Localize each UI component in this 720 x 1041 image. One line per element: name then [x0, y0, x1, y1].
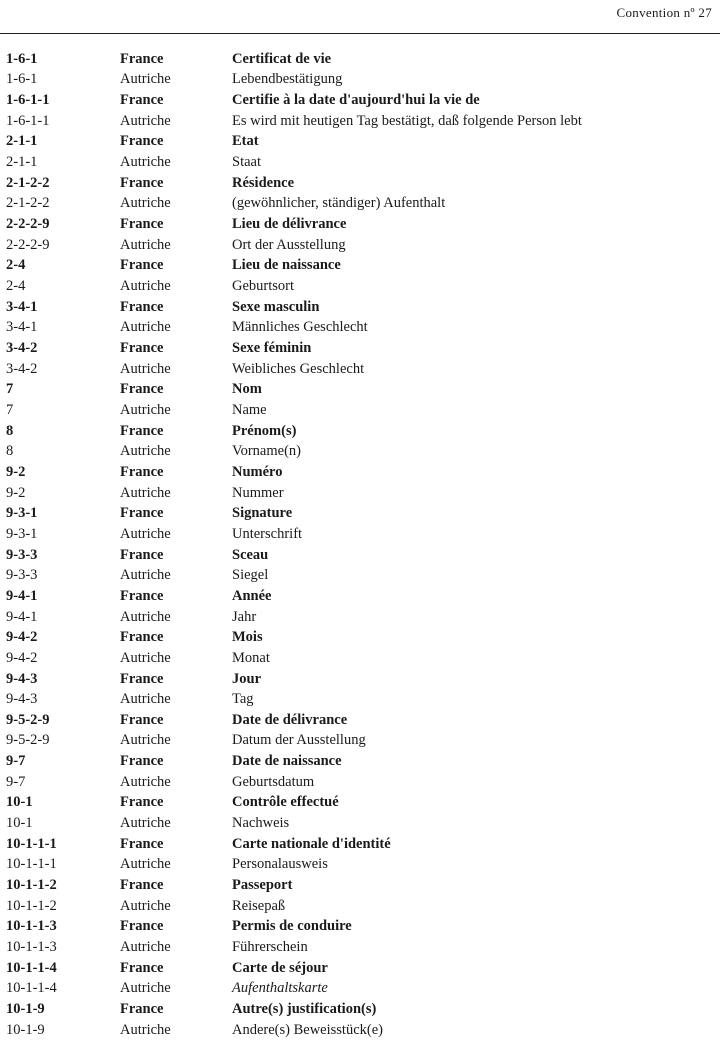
- row-code: 9-3-3: [6, 567, 38, 584]
- table-row: [6, 648, 714, 669]
- table-row: [6, 297, 714, 318]
- table-row: [6, 380, 714, 401]
- row-term: Aufenthaltskarte: [232, 980, 328, 997]
- row-country: France: [120, 50, 164, 67]
- table-row: [6, 111, 714, 132]
- row-country: France: [120, 753, 164, 770]
- row-code: 9-4-1: [6, 587, 38, 604]
- row-code: 2-4: [6, 278, 26, 295]
- row-term: Geburtsdatum: [232, 773, 315, 790]
- row-term: Sexe féminin: [232, 340, 312, 357]
- table-row: [6, 483, 714, 504]
- table-row: [6, 958, 714, 979]
- table-row: [6, 173, 714, 194]
- row-country: Autriche: [120, 608, 171, 625]
- row-country: France: [120, 629, 164, 646]
- row-term: Mois: [232, 629, 263, 646]
- row-country: Autriche: [120, 71, 171, 88]
- row-code: 10-1-1-4: [6, 980, 57, 997]
- row-term: Es wird mit heutigen Tag bestätigt, daß folgende Person lebt: [232, 112, 582, 129]
- row-country: Autriche: [120, 856, 171, 873]
- row-term: Signature: [232, 505, 293, 522]
- row-code: 9-3-3: [6, 546, 38, 563]
- table-row: [6, 999, 714, 1020]
- table-row: [6, 834, 714, 855]
- row-term: Tag: [232, 691, 254, 708]
- row-country: France: [120, 959, 164, 976]
- row-term: Date de naissance: [232, 753, 342, 770]
- row-code: 9-4-3: [6, 691, 38, 708]
- table-row: [6, 524, 714, 545]
- row-term: Prénom(s): [232, 422, 297, 439]
- row-code: 10-1-1-1: [6, 856, 57, 873]
- row-country: France: [120, 92, 164, 109]
- row-code: 1-6-1-1: [6, 92, 50, 109]
- row-country: Autriche: [120, 319, 171, 336]
- table-row: [6, 793, 714, 814]
- table-row: [6, 235, 714, 256]
- row-country: France: [120, 711, 164, 728]
- row-country: France: [120, 133, 164, 150]
- row-country: Autriche: [120, 443, 171, 460]
- table-row: [6, 90, 714, 111]
- row-term: Staat: [232, 154, 261, 171]
- row-code: 9-3-1: [6, 525, 38, 542]
- row-country: France: [120, 257, 164, 274]
- row-code: 9-2: [6, 484, 26, 501]
- row-code: 9-5-2-9: [6, 711, 50, 728]
- row-code: 10-1: [6, 794, 33, 811]
- table-row: [6, 318, 714, 339]
- table-row: [6, 586, 714, 607]
- row-term: Nummer: [232, 484, 284, 501]
- table-row: [6, 751, 714, 772]
- row-term: Lieu de naissance: [232, 257, 341, 274]
- row-code: 2-4: [6, 257, 26, 274]
- table-row: [6, 194, 714, 215]
- row-country: Autriche: [120, 815, 171, 832]
- row-country: France: [120, 381, 164, 398]
- table-row: [6, 669, 714, 690]
- row-term: Reisepaß: [232, 897, 286, 914]
- row-code: 9-4-2: [6, 649, 38, 666]
- table-row: [6, 441, 714, 462]
- row-code: 3-4-1: [6, 298, 38, 315]
- row-code: 2-1-1: [6, 133, 38, 150]
- table-row: [6, 132, 714, 153]
- row-country: France: [120, 587, 164, 604]
- terms-table: [6, 49, 714, 1041]
- row-code: 7: [6, 401, 14, 418]
- row-term: Sexe masculin: [232, 298, 320, 315]
- header-rule: [0, 33, 720, 34]
- row-term: Jour: [232, 670, 261, 687]
- row-term: Certifie à la date d'aujourd'hui la vie de: [232, 92, 480, 109]
- table-row: [6, 689, 714, 710]
- row-term: Carte nationale d'identité: [232, 835, 391, 852]
- row-code: 2-2-2-9: [6, 216, 50, 233]
- row-country: Autriche: [120, 649, 171, 666]
- row-term: Personalausweis: [232, 856, 328, 873]
- row-country: France: [120, 463, 164, 480]
- row-term: Autre(s) justification(s): [232, 1001, 377, 1018]
- row-term: Résidence: [232, 174, 295, 191]
- row-term: Permis de conduire: [232, 918, 352, 935]
- table-row: [6, 772, 714, 793]
- row-country: France: [120, 174, 164, 191]
- table-row: [6, 607, 714, 628]
- row-code: 9-3-1: [6, 505, 38, 522]
- row-term: Lebendbestätigung: [232, 71, 343, 88]
- row-code: 3-4-1: [6, 319, 38, 336]
- row-term: Unterschrift: [232, 525, 303, 542]
- row-code: 2-2-2-9: [6, 236, 50, 253]
- row-term: Vorname(n): [232, 443, 301, 460]
- row-code: 3-4-2: [6, 340, 38, 357]
- table-row: [6, 503, 714, 524]
- row-code: 10-1-1-3: [6, 939, 57, 956]
- row-country: Autriche: [120, 773, 171, 790]
- row-term: Siegel: [232, 567, 269, 584]
- table-row: [6, 256, 714, 277]
- row-code: 2-1-2-2: [6, 174, 50, 191]
- row-code: 7: [6, 381, 14, 398]
- row-country: Autriche: [120, 691, 171, 708]
- row-term: Sceau: [232, 546, 269, 563]
- table-row: [6, 565, 714, 586]
- row-code: 9-4-2: [6, 629, 38, 646]
- row-country: Autriche: [120, 154, 171, 171]
- table-row: [6, 731, 714, 752]
- row-term: Ort der Ausstellung: [232, 236, 346, 253]
- row-code: 2-1-2-2: [6, 195, 50, 212]
- row-term: Männliches Geschlecht: [232, 319, 368, 336]
- row-code: 2-1-1: [6, 154, 38, 171]
- row-country: Autriche: [120, 732, 171, 749]
- row-term: Carte de séjour: [232, 959, 328, 976]
- table-row: [6, 152, 714, 173]
- row-term: Année: [232, 587, 272, 604]
- row-term: Certificat de vie: [232, 50, 332, 67]
- row-term: (gewöhnlicher, ständiger) Aufenthalt: [232, 195, 446, 212]
- row-term: Nom: [232, 381, 262, 398]
- row-term: Datum der Ausstellung: [232, 732, 366, 749]
- row-term: Andere(s) Beweisstück(e): [232, 1021, 383, 1038]
- row-country: Autriche: [120, 236, 171, 253]
- row-country: France: [120, 918, 164, 935]
- table-row: [6, 875, 714, 896]
- row-country: Autriche: [120, 401, 171, 418]
- row-country: Autriche: [120, 195, 171, 212]
- row-code: 1-6-1: [6, 50, 38, 67]
- row-country: Autriche: [120, 278, 171, 295]
- row-code: 9-7: [6, 773, 26, 790]
- row-code: 10-1-9: [6, 1001, 45, 1018]
- row-code: 9-7: [6, 753, 26, 770]
- row-term: Contrôle effectué: [232, 794, 339, 811]
- row-code: 9-5-2-9: [6, 732, 50, 749]
- row-country: France: [120, 670, 164, 687]
- table-row: [6, 359, 714, 380]
- row-term: Passeport: [232, 877, 293, 894]
- row-code: 9-4-1: [6, 608, 38, 625]
- table-row: [6, 855, 714, 876]
- row-country: Autriche: [120, 939, 171, 956]
- row-country: France: [120, 216, 164, 233]
- table-row: [6, 710, 714, 731]
- row-country: France: [120, 546, 164, 563]
- row-country: Autriche: [120, 567, 171, 584]
- row-country: Autriche: [120, 360, 171, 377]
- table-row: [6, 813, 714, 834]
- row-country: France: [120, 505, 164, 522]
- table-row: [6, 338, 714, 359]
- row-code: 10-1-1-2: [6, 897, 57, 914]
- row-term: Etat: [232, 133, 259, 150]
- row-code: 3-4-2: [6, 360, 38, 377]
- row-term: Führerschein: [232, 939, 308, 956]
- row-country: Autriche: [120, 897, 171, 914]
- row-term: Geburtsort: [232, 278, 295, 295]
- row-country: France: [120, 835, 164, 852]
- row-code: 8: [6, 443, 14, 460]
- table-row: [6, 400, 714, 421]
- row-country: Autriche: [120, 980, 171, 997]
- row-country: France: [120, 794, 164, 811]
- row-term: Nachweis: [232, 815, 290, 832]
- row-code: 10-1-1-2: [6, 877, 57, 894]
- row-code: 10-1-1-3: [6, 918, 57, 935]
- table-row: [6, 917, 714, 938]
- row-term: Monat: [232, 649, 270, 666]
- row-country: Autriche: [120, 112, 171, 129]
- row-code: 8: [6, 422, 14, 439]
- row-country: France: [120, 1001, 164, 1018]
- row-country: France: [120, 298, 164, 315]
- row-code: 10-1-1-4: [6, 959, 57, 976]
- row-country: France: [120, 422, 164, 439]
- row-country: Autriche: [120, 484, 171, 501]
- row-country: Autriche: [120, 1021, 171, 1038]
- row-country: France: [120, 877, 164, 894]
- row-code: 9-4-3: [6, 670, 38, 687]
- table-row: [6, 979, 714, 1000]
- row-code: 1-6-1-1: [6, 112, 50, 129]
- table-row: [6, 896, 714, 917]
- table-row: [6, 545, 714, 566]
- table-row: [6, 462, 714, 483]
- table-row: [6, 1020, 714, 1041]
- table-row: [6, 276, 714, 297]
- row-code: 9-2: [6, 463, 26, 480]
- row-code: 1-6-1: [6, 71, 38, 88]
- table-row: [6, 214, 714, 235]
- row-code: 10-1: [6, 815, 33, 832]
- row-term: Name: [232, 401, 267, 418]
- row-term: Numéro: [232, 463, 283, 480]
- row-code: 10-1-9: [6, 1021, 45, 1038]
- table-row: [6, 937, 714, 958]
- row-term: Jahr: [232, 608, 257, 625]
- row-term: Date de délivrance: [232, 711, 348, 728]
- row-country: France: [120, 340, 164, 357]
- page-header-title: Convention nº 27: [616, 5, 712, 20]
- row-term: Weibliches Geschlecht: [232, 360, 365, 377]
- table-row: [6, 421, 714, 442]
- row-term: Lieu de délivrance: [232, 216, 347, 233]
- row-code: 10-1-1-1: [6, 835, 57, 852]
- table-row: [6, 627, 714, 648]
- table-row: [6, 49, 714, 70]
- row-country: Autriche: [120, 525, 171, 542]
- table-row: [6, 70, 714, 91]
